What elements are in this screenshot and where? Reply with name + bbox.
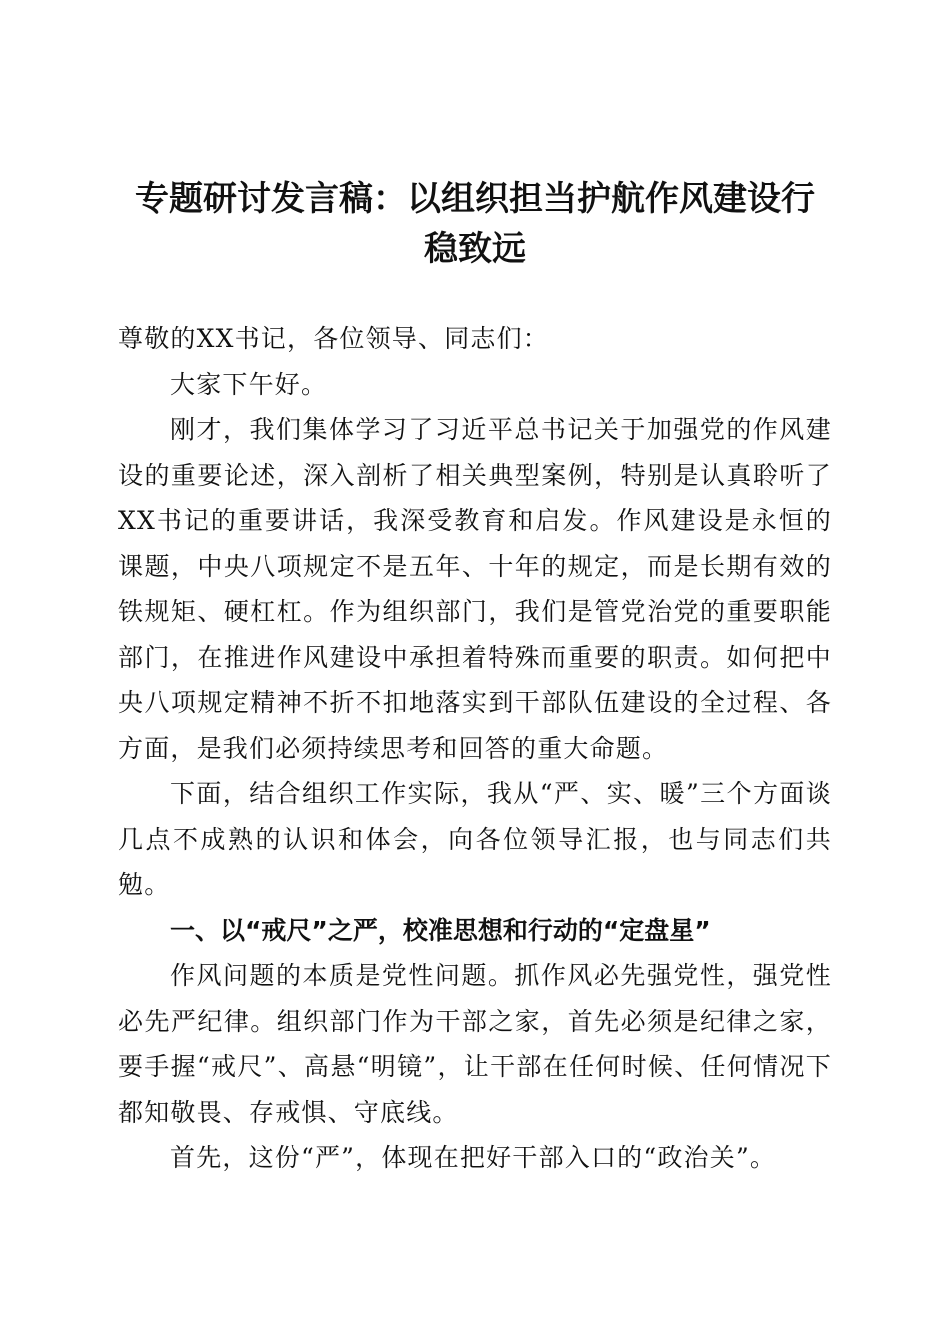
paragraph-intro: 刚才，我们集体学习了习近平总书记关于加强党的作风建设的重要论述，深入剖析了相关典型案例，特别是认真聆听了XX书记的重要讲话，我深受教育和启发。作风建设是永恒的课题，中央八项规定不是五年、十年的规定，而是长期有效的铁规矩、硬杠杠。作为组织部门，我们是管党治党的重要职能部门，在推进作风建设中承担着特殊而重要的职责。如何把中央八项规定精神不折不扣地落实到干部队伍建设的全过程、各方面，是我们必须持续思考和回答的重大命题。 xyxy=(118,415,832,763)
paragraph-section-1-first: 首先，这份“严”，体现在把好干部入口的“政治关”。 xyxy=(170,1143,777,1172)
document-title xyxy=(118,174,832,274)
document-body xyxy=(118,316,832,1181)
title-line-1: 专题研讨发言稿：以组织担当护航作风建设行 xyxy=(135,179,815,219)
section-heading-1: 一、以“戒尺”之严，校准思想和行动的“定盘星” xyxy=(170,915,711,945)
paragraph-outline: 下面，结合组织工作实际，我从“严、实、暖”三个方面谈几点不成熟的认识和体会，向各位领导汇报，也与同志们共勉。 xyxy=(118,779,832,899)
greeting: 大家下午好。 xyxy=(170,369,328,399)
salutation: 尊敬的XX书记，各位领导、同志们： xyxy=(118,324,549,353)
paragraph-section-1: 作风问题的本质是党性问题。抓作风必先强党性，强党性必先严纪律。组织部门作为干部之家，首先必须是纪律之家，要手握“戒尺”、高悬“明镜”，让干部在任何时候、任何情况下都知敬畏、存戒惧、守底线。 xyxy=(118,961,832,1127)
title-line-2: 稳致远 xyxy=(424,229,526,269)
